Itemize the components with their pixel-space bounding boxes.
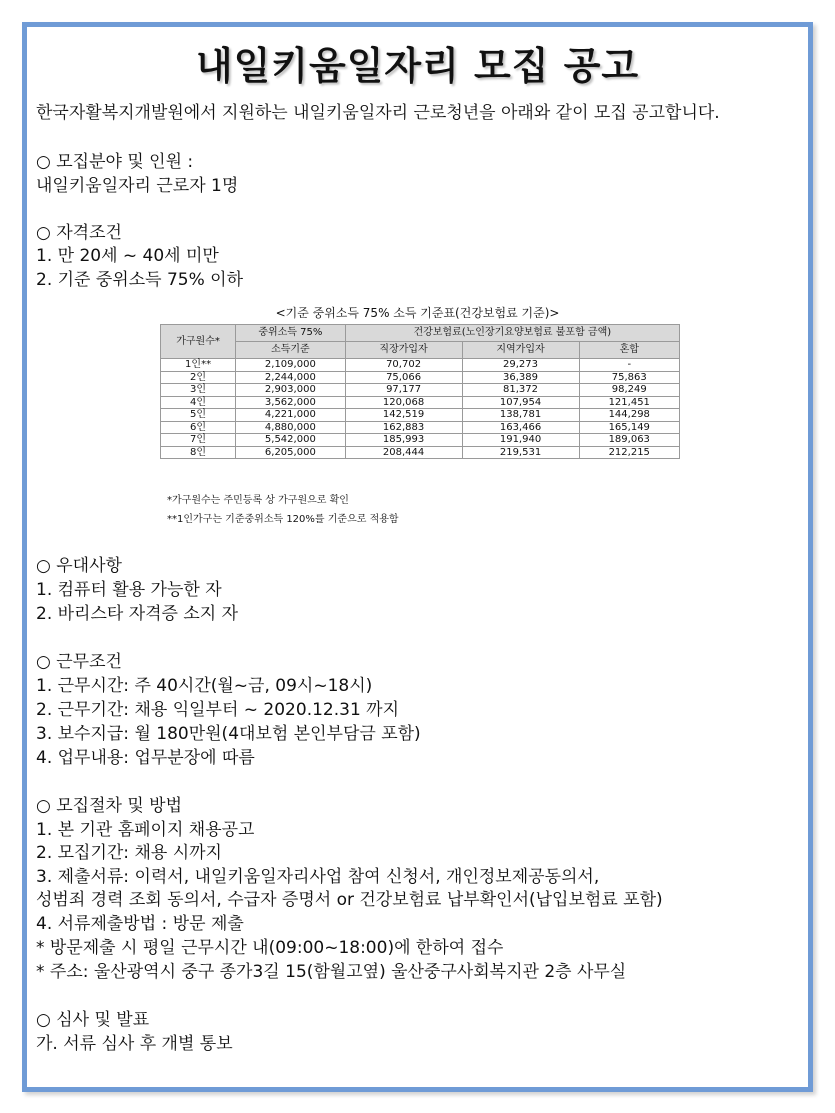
cell-mixed: 165,149 — [579, 421, 680, 434]
cell-mixed: 212,215 — [579, 446, 680, 459]
cell-region: 138,781 — [462, 409, 579, 422]
work-line: 4. 업무내용: 업무분장에 따름 — [36, 748, 255, 768]
cell-income: 4,880,000 — [236, 421, 345, 434]
field-heading: ○ 모집분야 및 인원 : — [36, 152, 194, 172]
table-row — [161, 384, 680, 397]
cell-mixed: 189,063 — [579, 434, 680, 447]
header-income-sub: 소득기준 — [236, 342, 345, 359]
cell-work: 142,519 — [345, 409, 462, 422]
table-row — [161, 359, 680, 372]
cell-income: 2,903,000 — [236, 384, 345, 397]
proc-line: * 주소: 울산광역시 중구 종가3길 15(함월고옆) 울산중구사회복지관 2층 사무실 — [36, 962, 627, 982]
header-income: 중위소득 75% — [236, 325, 345, 342]
review-line: 가. 서류 심사 후 개별 통보 — [36, 1034, 233, 1054]
cell-income: 3,562,000 — [236, 396, 345, 409]
header-household: 가구원수* — [161, 325, 236, 359]
cell-region: 81,372 — [462, 384, 579, 397]
cell-region: 219,531 — [462, 446, 579, 459]
cell-work: 97,177 — [345, 384, 462, 397]
notice-frame — [22, 22, 813, 1092]
cell-region: 36,389 — [462, 371, 579, 384]
proc-line: 2. 모집기간: 채용 시까지 — [36, 843, 222, 863]
work-line: 3. 보수지급: 월 180만원(4대보험 본인부담금 포함) — [36, 724, 421, 744]
pref-heading: ○ 우대사항 — [36, 556, 122, 576]
work-line: 1. 근무시간: 주 40시간(월~금, 09시~18시) — [36, 676, 373, 696]
header-insurance: 건강보험료(노인장기요양보험료 불포함 금액) — [345, 325, 679, 342]
work-line: 2. 근무기간: 채용 익일부터 ~ 2020.12.31 까지 — [36, 700, 400, 720]
pref-line: 1. 컴퓨터 활용 가능한 자 — [36, 580, 222, 600]
cell-household: 1인** — [161, 359, 236, 372]
cell-mixed: 144,298 — [579, 409, 680, 422]
proc-line: 4. 서류제출방법 : 방문 제출 — [36, 914, 244, 934]
proc-line: 1. 본 기관 홈페이지 채용공고 — [36, 820, 255, 840]
cell-household: 7인 — [161, 434, 236, 447]
table-caption: <기준 중위소득 75% 소득 기준표(건강보험료 기준)> — [275, 306, 560, 320]
cell-mixed: - — [579, 359, 680, 372]
table-note: *가구원수는 주민등록 상 가구원으로 확인 — [167, 495, 349, 506]
cell-work: 162,883 — [345, 421, 462, 434]
proc-line: * 방문제출 시 평일 근무시간 내(09:00~18:00)에 한하여 접수 — [36, 938, 504, 958]
cell-household: 3인 — [161, 384, 236, 397]
cell-work: 70,702 — [345, 359, 462, 372]
cell-household: 8인 — [161, 446, 236, 459]
income-table — [160, 324, 680, 459]
review-heading: ○ 심사 및 발표 — [36, 1010, 150, 1030]
table-row — [161, 409, 680, 422]
cell-mixed: 75,863 — [579, 371, 680, 384]
table-row — [161, 434, 680, 447]
field-line: 내일키움일자리 근로자 1명 — [36, 176, 239, 196]
cell-work: 185,993 — [345, 434, 462, 447]
cell-income: 5,542,000 — [236, 434, 345, 447]
page-title: 내일키움일자리 모집 공고 — [195, 44, 640, 88]
cell-household: 6인 — [161, 421, 236, 434]
work-heading: ○ 근무조건 — [36, 652, 122, 672]
header-mixed: 혼합 — [579, 342, 680, 359]
cell-household: 4인 — [161, 396, 236, 409]
table-note: **1인가구는 기준중위소득 120%를 기준으로 적용함 — [167, 514, 399, 525]
table-row — [161, 421, 680, 434]
qual-line: 1. 만 20세 ~ 40세 미만 — [36, 246, 219, 266]
cell-income: 4,221,000 — [236, 409, 345, 422]
table-row — [161, 396, 680, 409]
cell-region: 29,273 — [462, 359, 579, 372]
qual-line: 2. 기준 중위소득 75% 이하 — [36, 270, 243, 290]
cell-household: 5인 — [161, 409, 236, 422]
qual-heading: ○ 자격조건 — [36, 223, 122, 243]
cell-work: 75,066 — [345, 371, 462, 384]
cell-income: 2,244,000 — [236, 371, 345, 384]
cell-mixed: 98,249 — [579, 384, 680, 397]
cell-region: 163,466 — [462, 421, 579, 434]
cell-household: 2인 — [161, 371, 236, 384]
table-row — [161, 446, 680, 459]
table-row — [161, 371, 680, 384]
proc-heading: ○ 모집절차 및 방법 — [36, 796, 182, 816]
pref-line: 2. 바리스타 자격증 소지 자 — [36, 604, 239, 624]
header-region: 지역가입자 — [462, 342, 579, 359]
proc-line: 성범죄 경력 조회 동의서, 수급자 증명서 or 건강보험료 납부확인서(납입보험료 포함) — [36, 890, 663, 910]
intro-text: 한국자활복지개발원에서 지원하는 내일키움일자리 근로청년을 아래와 같이 모집 공고합니다. — [36, 103, 720, 123]
cell-income: 6,205,000 — [236, 446, 345, 459]
cell-work: 120,068 — [345, 396, 462, 409]
cell-mixed: 121,451 — [579, 396, 680, 409]
cell-region: 191,940 — [462, 434, 579, 447]
cell-income: 2,109,000 — [236, 359, 345, 372]
cell-region: 107,954 — [462, 396, 579, 409]
header-work: 직장가입자 — [345, 342, 462, 359]
proc-line: 3. 제출서류: 이력서, 내일키움일자리사업 참여 신청서, 개인정보제공동의서, — [36, 867, 600, 887]
cell-work: 208,444 — [345, 446, 462, 459]
